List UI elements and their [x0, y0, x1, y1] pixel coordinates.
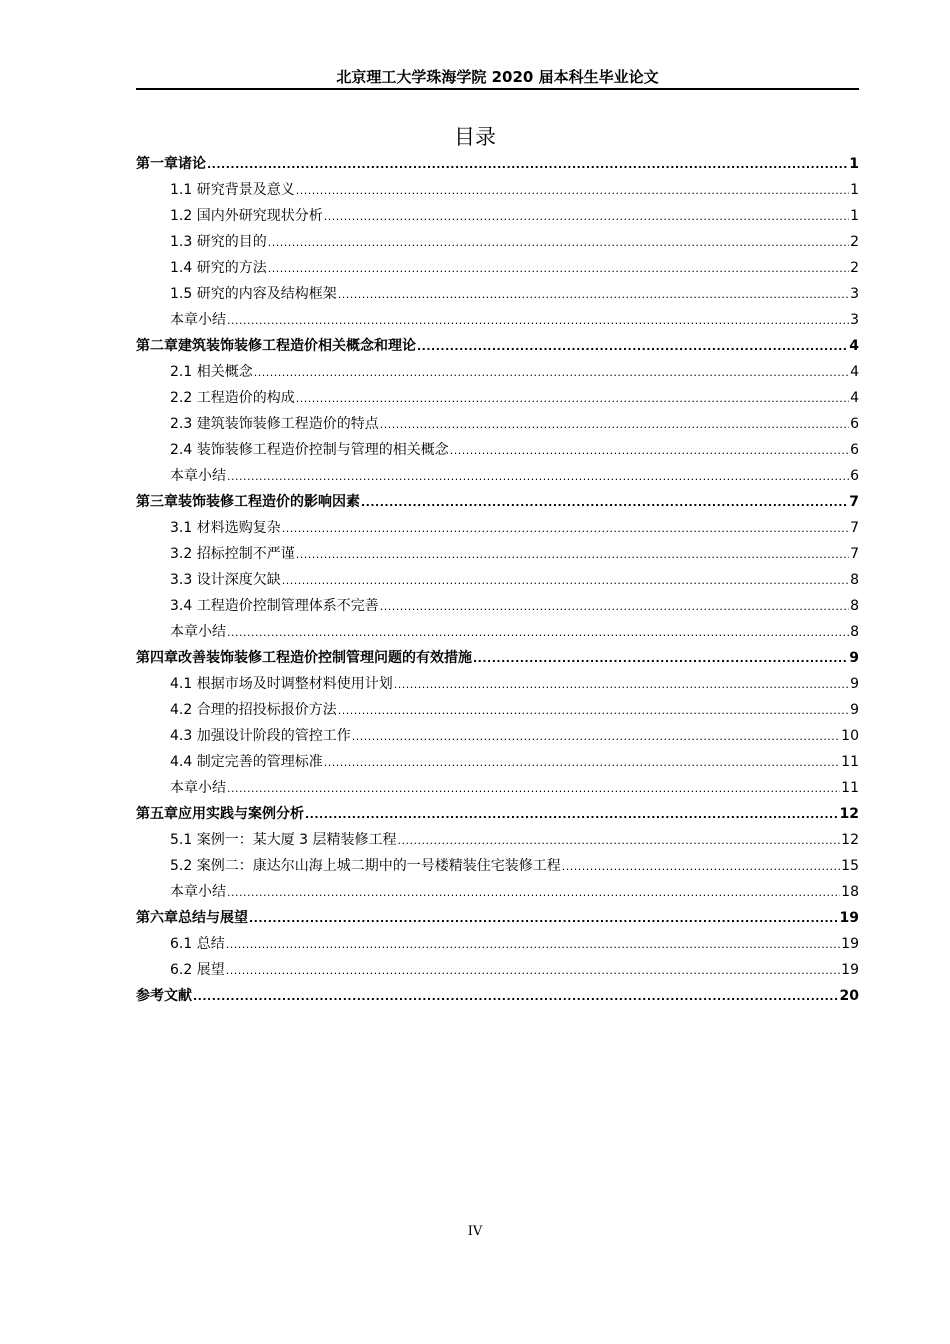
toc-entry-page: 15 — [841, 858, 859, 874]
toc-entry-page: 9 — [850, 702, 859, 718]
toc-section-entry[interactable] — [136, 177, 859, 203]
toc-dot-leader — [296, 178, 849, 203]
toc-section-entry[interactable] — [136, 749, 859, 775]
toc-entry-page: 7 — [850, 546, 859, 562]
toc-entry-label: 5.2 案例二：康达尔山海上城二期中的一号楼精装住宅装修工程 — [170, 858, 561, 874]
toc-entry-page: 4 — [850, 364, 859, 380]
toc-dot-leader — [380, 594, 849, 619]
toc-entry-label: 4.4 制定完善的管理标准 — [170, 754, 323, 770]
toc-entry-label: 5.1 案例一：某大厦 3 层精装修工程 — [170, 832, 397, 848]
toc-section-entry[interactable] — [136, 359, 859, 385]
toc-section-entry[interactable] — [136, 723, 859, 749]
toc-section-entry[interactable] — [136, 541, 859, 567]
toc-entry-label: 第三章装饰装修工程造价的影响因素 — [136, 494, 360, 510]
toc-entry-label: 2.1 相关概念 — [170, 364, 253, 380]
toc-chapter-entry[interactable] — [136, 801, 859, 827]
toc-dot-leader — [296, 542, 849, 567]
toc-entry-page: 6 — [850, 468, 859, 484]
toc-entry-label: 第五章应用实践与案例分析 — [136, 806, 304, 822]
toc-section-entry[interactable] — [136, 697, 859, 723]
toc-title: 目录 — [454, 125, 496, 149]
toc-entry-label: 4.2 合理的招投标报价方法 — [170, 702, 337, 718]
toc-section-entry[interactable] — [136, 229, 859, 255]
toc-dot-leader — [226, 932, 840, 957]
toc-entry-label: 6.1 总结 — [170, 936, 225, 952]
toc-entry-label: 第四章改善装饰装修工程造价控制管理问题的有效措施 — [136, 650, 472, 666]
toc-dot-leader — [268, 230, 849, 255]
toc-chapter-entry[interactable] — [136, 983, 859, 1009]
toc-entry-page: 8 — [850, 624, 859, 640]
toc-dot-leader — [473, 646, 848, 671]
toc-entry-page: 2 — [850, 234, 859, 250]
toc-entry-label: 1.2 国内外研究现状分析 — [170, 208, 323, 224]
page-number: IV — [467, 1224, 483, 1239]
toc-dot-leader — [254, 360, 849, 385]
toc-entry-page: 2 — [850, 260, 859, 276]
toc-section-entry[interactable] — [136, 307, 859, 333]
toc-dot-leader — [296, 386, 849, 411]
toc-entry-page: 1 — [850, 182, 859, 198]
toc-dot-leader — [417, 334, 848, 359]
toc-entry-page: 4 — [849, 338, 859, 354]
toc-entry-label: 本章小结 — [170, 468, 226, 484]
toc-entry-page: 19 — [841, 962, 859, 978]
toc-section-entry[interactable] — [136, 853, 859, 879]
toc-entry-page: 9 — [850, 676, 859, 692]
toc-section-entry[interactable] — [136, 515, 859, 541]
toc-entry-label: 2.2 工程造价的构成 — [170, 390, 295, 406]
toc-chapter-entry[interactable] — [136, 151, 859, 177]
toc-dot-leader — [282, 516, 849, 541]
toc-dot-leader — [324, 750, 840, 775]
toc-entry-page: 11 — [841, 754, 859, 770]
toc-dot-leader — [268, 256, 849, 281]
table-of-contents — [136, 151, 859, 1009]
toc-entry-label: 1.1 研究背景及意义 — [170, 182, 295, 198]
toc-dot-leader — [249, 906, 839, 931]
toc-entry-page: 6 — [850, 442, 859, 458]
toc-entry-page: 12 — [839, 806, 859, 822]
toc-dot-leader — [352, 724, 840, 749]
toc-entry-label: 2.4 装饰装修工程造价控制与管理的相关概念 — [170, 442, 449, 458]
toc-dot-leader — [226, 958, 840, 983]
toc-chapter-entry[interactable] — [136, 489, 859, 515]
toc-section-entry[interactable] — [136, 385, 859, 411]
toc-entry-label: 本章小结 — [170, 780, 226, 796]
toc-dot-leader — [282, 568, 849, 593]
toc-entry-label: 本章小结 — [170, 884, 226, 900]
toc-entry-label: 3.2 招标控制不严谨 — [170, 546, 295, 562]
toc-section-entry[interactable] — [136, 567, 859, 593]
toc-dot-leader — [398, 828, 841, 853]
toc-section-entry[interactable] — [136, 879, 859, 905]
toc-entry-page: 3 — [850, 286, 859, 302]
toc-dot-leader — [380, 412, 849, 437]
toc-entry-page: 12 — [841, 832, 859, 848]
toc-dot-leader — [207, 152, 848, 177]
toc-entry-page: 10 — [841, 728, 859, 744]
toc-entry-page: 7 — [849, 494, 859, 510]
toc-dot-leader — [227, 620, 849, 645]
toc-dot-leader — [361, 490, 848, 515]
toc-dot-leader — [227, 880, 840, 905]
toc-entry-label: 1.3 研究的目的 — [170, 234, 267, 250]
toc-section-entry[interactable] — [136, 437, 859, 463]
toc-dot-leader — [193, 984, 839, 1009]
toc-entry-page: 6 — [850, 416, 859, 432]
toc-section-entry[interactable] — [136, 671, 859, 697]
toc-entry-label: 参考文献 — [136, 988, 192, 1004]
toc-entry-label: 第六章总结与展望 — [136, 910, 248, 926]
toc-entry-label: 本章小结 — [170, 312, 226, 328]
toc-dot-leader — [394, 672, 849, 697]
toc-entry-label: 第一章诸论 — [136, 156, 206, 172]
toc-dot-leader — [338, 282, 849, 307]
toc-section-entry[interactable] — [136, 281, 859, 307]
toc-entry-label: 3.4 工程造价控制管理体系不完善 — [170, 598, 379, 614]
toc-section-entry[interactable] — [136, 203, 859, 229]
toc-dot-leader — [227, 776, 840, 801]
toc-entry-page: 1 — [849, 156, 859, 172]
toc-entry-label: 3.3 设计深度欠缺 — [170, 572, 281, 588]
toc-section-entry[interactable] — [136, 775, 859, 801]
page-header: 北京理工大学珠海学院 2020 届本科生毕业论文 — [136, 66, 859, 90]
toc-section-entry[interactable] — [136, 463, 859, 489]
toc-dot-leader — [324, 204, 849, 229]
toc-entry-page: 8 — [850, 572, 859, 588]
toc-entry-label: 1.4 研究的方法 — [170, 260, 267, 276]
toc-entry-page: 7 — [850, 520, 859, 536]
toc-entry-page: 19 — [841, 936, 859, 952]
toc-entry-label: 6.2 展望 — [170, 962, 225, 978]
toc-dot-leader — [227, 464, 849, 489]
toc-section-entry[interactable] — [136, 619, 859, 645]
toc-chapter-entry[interactable] — [136, 645, 859, 671]
toc-entry-page: 9 — [849, 650, 859, 666]
toc-entry-page: 20 — [839, 988, 859, 1004]
toc-dot-leader — [450, 438, 849, 463]
toc-entry-label: 3.1 材料选购复杂 — [170, 520, 281, 536]
toc-entry-page: 18 — [841, 884, 859, 900]
toc-entry-page: 19 — [839, 910, 859, 926]
toc-dot-leader — [305, 802, 839, 827]
toc-chapter-entry[interactable] — [136, 905, 859, 931]
toc-dot-leader — [562, 854, 840, 879]
toc-entry-page: 3 — [850, 312, 859, 328]
toc-section-entry[interactable] — [136, 827, 859, 853]
toc-dot-leader — [227, 308, 849, 333]
toc-section-entry[interactable] — [136, 255, 859, 281]
toc-section-entry[interactable] — [136, 593, 859, 619]
toc-entry-page: 8 — [850, 598, 859, 614]
toc-entry-page: 1 — [850, 208, 859, 224]
toc-entry-label: 4.1 根据市场及时调整材料使用计划 — [170, 676, 393, 692]
toc-section-entry[interactable] — [136, 931, 859, 957]
toc-entry-label: 2.3 建筑装饰装修工程造价的特点 — [170, 416, 379, 432]
toc-section-entry[interactable] — [136, 957, 859, 983]
toc-entry-label: 本章小结 — [170, 624, 226, 640]
toc-entry-page: 4 — [850, 390, 859, 406]
toc-entry-label: 第二章建筑装饰装修工程造价相关概念和理论 — [136, 338, 416, 354]
toc-chapter-entry[interactable] — [136, 333, 859, 359]
toc-dot-leader — [338, 698, 849, 723]
toc-entry-label: 1.5 研究的内容及结构框架 — [170, 286, 337, 302]
toc-entry-page: 11 — [841, 780, 859, 796]
toc-section-entry[interactable] — [136, 411, 859, 437]
toc-entry-label: 4.3 加强设计阶段的管控工作 — [170, 728, 351, 744]
